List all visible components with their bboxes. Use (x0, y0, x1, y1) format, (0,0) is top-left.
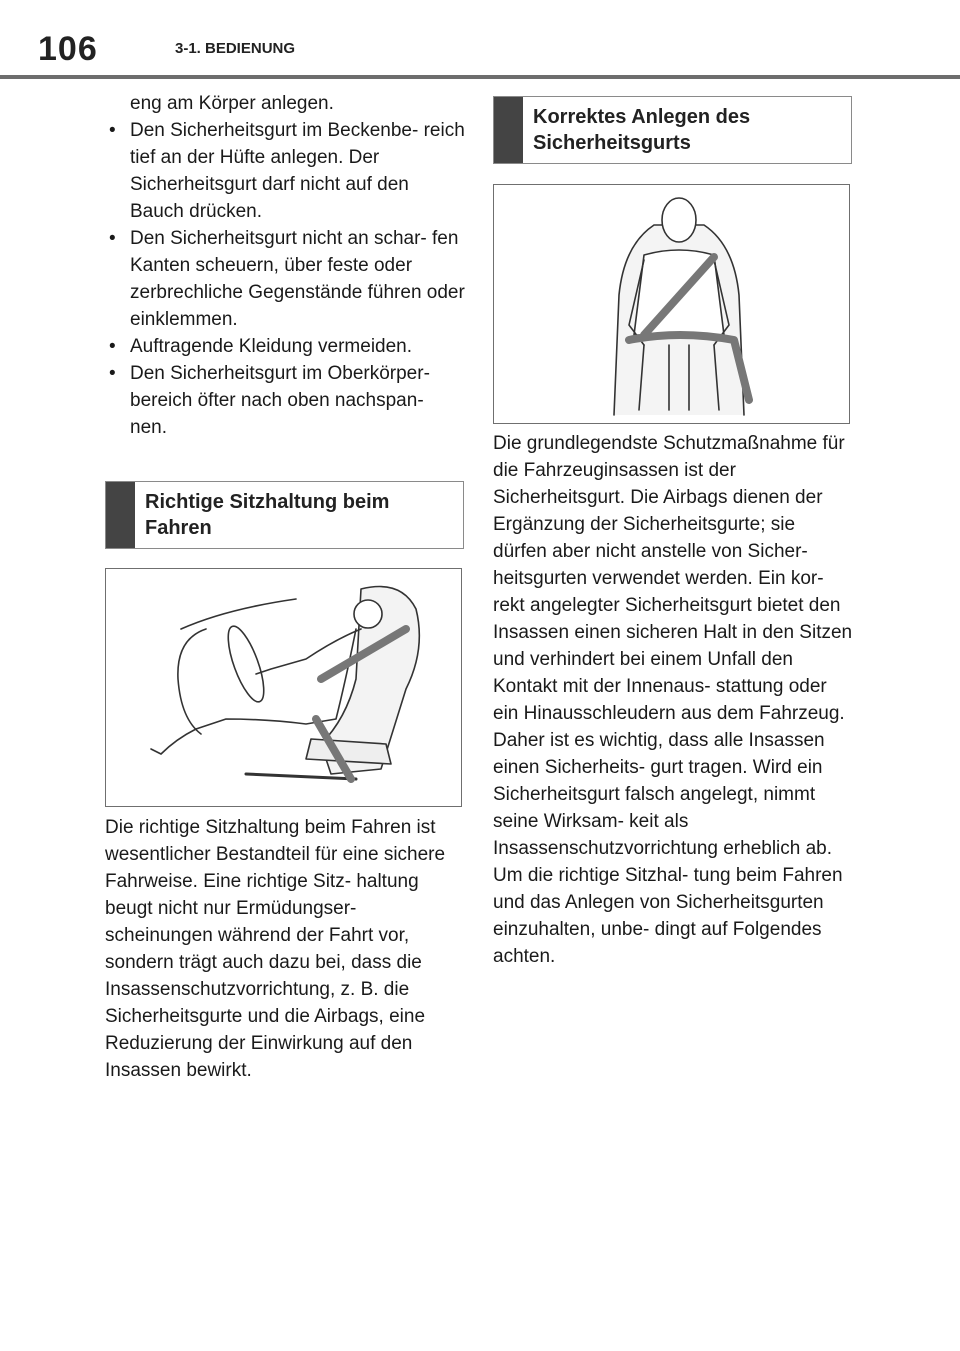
bullet-item (105, 117, 465, 225)
bullet-text: Den Sicherheitsgurt im Oberkörper- bereich öfter nach oben nachspan- nen. (130, 363, 430, 438)
seatbelt-illustration (493, 184, 850, 424)
bullet-text: Den Sicherheitsgurt im Beckenbe- reich tief an der Hüfte anlegen. Der Sicherheitsgurt darf nicht auf den Bauch drücken. (130, 120, 465, 222)
continuation-text: eng am Körper anlegen. (130, 93, 334, 114)
seating-posture-illustration (105, 568, 462, 807)
driver-foot (151, 729, 196, 754)
steering-wheel (221, 622, 271, 705)
heading-seating-posture (105, 481, 464, 549)
header-rule (0, 75, 960, 79)
bullet-text: Den Sicherheitsgurt nicht an schar- fen Kanten scheuern, über feste oder zerbrechliche Gegenstände führen oder einklemmen. (130, 228, 465, 330)
driver-head (354, 600, 382, 628)
section-title: 3-1. BEDIENUNG (175, 40, 296, 57)
seating-posture-paragraph: Die richtige Sitzhaltung beim Fahren ist wesentlicher Bestandteil für eine sichere Fahrweise. Eine richtige Sitz- haltung beugt nicht nur Ermüdungser- scheinungen während der Fahrt vor, sondern trägt auch dazu bei, dass die Insassenschutzvorrichtung, z. B. die Sicherheitsgurte und die Airbags, eine Reduzierung der Einwirkung auf den Insassen bewirkt. (105, 817, 446, 1081)
passenger-head (662, 198, 696, 242)
windshield-line (181, 599, 296, 629)
heading-seatbelt (493, 96, 852, 164)
right-column (493, 96, 853, 970)
bullet-text: Auftragende Kleidung vermeiden. (130, 336, 413, 357)
dashboard-outline (178, 629, 206, 734)
bullet-item (105, 360, 465, 441)
seat-cushion (306, 739, 391, 764)
heading-text: Korrektes Anlegen des Sicherheitsgurts (533, 106, 751, 154)
seatbelt-paragraph: Die grundlegendste Schutzmaßnahme für die Fahrzeuginsassen ist der Sicherheitsgurt. Die Airbags dienen der Ergänzung der Sicherheitsgurte; sie dürfen aber nicht anstelle von Sicher- heitsgurten verwendet werden. Ein kor- rekt angelegter Sicherheitsgurt bietet den Insassen einen sicheren Halt in den Sitzen und verhindert bei einem Unfall den Kontakt mit der Innenaus- stattung oder ein Hinausschleudern aus dem Fahrzeug. Daher ist es wichtig, dass alle Insassen einen Sicherheits- gurt tragen. Wird ein Sicherheitsgurt falsch angelegt, nimmt seine Wirksam- keit als Insassenschutzvorrichtung erheblich ab. Um die richtige Sitzhal- tung beim Fahren und das Anlegen von Sicherheitsgurten einzuhalten, unbe- dingt auf Folgendes achten. (493, 433, 853, 967)
page-number: 106 (38, 30, 98, 68)
seatbelt-front-drawing (494, 185, 849, 423)
bullet-marker: • (109, 336, 116, 357)
bullet-marker: • (109, 228, 116, 249)
bullet-marker: • (109, 363, 116, 384)
driver-torso-leg (196, 629, 356, 729)
driver-seating-drawing (106, 569, 461, 806)
bullet-marker: • (109, 120, 116, 141)
bullet-list (105, 117, 465, 441)
heading-bar (106, 482, 135, 548)
heading-bar (494, 97, 523, 163)
left-column (105, 90, 465, 1084)
seat-rail (246, 774, 356, 779)
bullet-item (105, 333, 465, 360)
bullet-item (105, 225, 465, 333)
heading-text: Richtige Sitzhaltung beim Fahren (145, 491, 390, 539)
